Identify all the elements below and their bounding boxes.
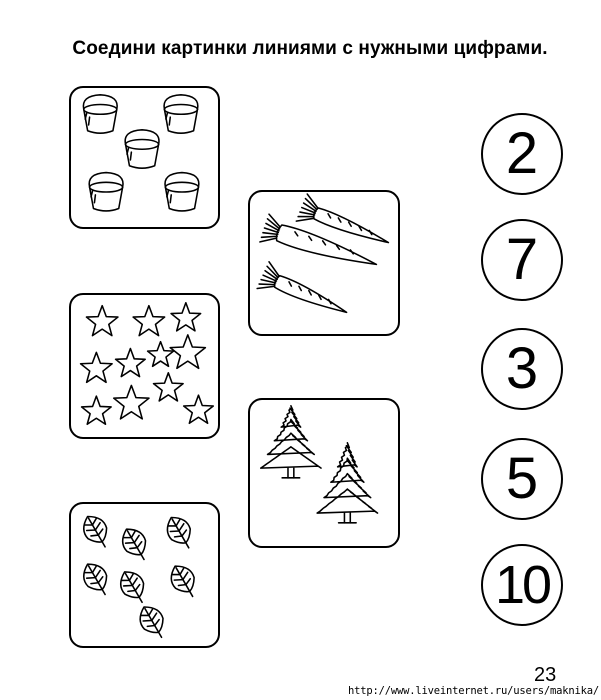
leaf-icon [162, 512, 199, 554]
star-icon [170, 335, 205, 368]
bucket-icon [125, 130, 159, 168]
carrot-icon [257, 262, 352, 326]
leaf-icon [78, 559, 115, 601]
star-icon [82, 396, 112, 424]
stars-picture [71, 295, 218, 437]
bucket-icon [164, 95, 198, 133]
leaf-icon [117, 524, 154, 566]
star-icon [116, 348, 146, 376]
carrot-icon [296, 194, 394, 256]
leaf-icon [134, 601, 171, 643]
star-icon [148, 342, 174, 367]
fir-trees-card[interactable] [248, 398, 400, 548]
star-icon [154, 373, 184, 401]
carrots-card[interactable] [248, 190, 400, 336]
bucket-icon [83, 95, 117, 133]
star-icon [114, 385, 149, 418]
instruction-title: Соедини картинки линиями с нужными цифрами. [72, 38, 548, 59]
bucket-icon [165, 173, 199, 211]
number-circle-3[interactable]: 3 [481, 328, 563, 410]
number-circle-5[interactable]: 5 [481, 438, 563, 520]
leaves-card[interactable] [69, 502, 220, 648]
stars-card[interactable] [69, 293, 220, 439]
number-circle-10[interactable]: 10 [481, 544, 563, 626]
star-icon [133, 306, 165, 336]
star-icon [86, 306, 118, 336]
leaf-icon [78, 511, 115, 553]
leaf-icon [115, 566, 152, 608]
star-icon [184, 395, 214, 423]
bucket-icon [89, 173, 123, 211]
fir-tree-icon [261, 406, 321, 478]
fir-trees-picture [250, 400, 398, 546]
carrots-picture [250, 192, 398, 334]
star-icon [81, 352, 113, 382]
number-circle-2[interactable]: 2 [481, 113, 563, 195]
carrot-icon [260, 214, 381, 278]
buckets-card[interactable] [69, 86, 220, 229]
buckets-picture [71, 88, 218, 227]
watermark-url: http://www.liveinternet.ru/users/maknika/ [348, 685, 599, 697]
leaves-picture [71, 504, 218, 646]
star-icon [171, 303, 201, 331]
leaf-icon [165, 561, 202, 603]
number-circle-7[interactable]: 7 [481, 219, 563, 301]
page-number: 23 [534, 664, 557, 686]
fir-tree-icon [317, 443, 377, 523]
